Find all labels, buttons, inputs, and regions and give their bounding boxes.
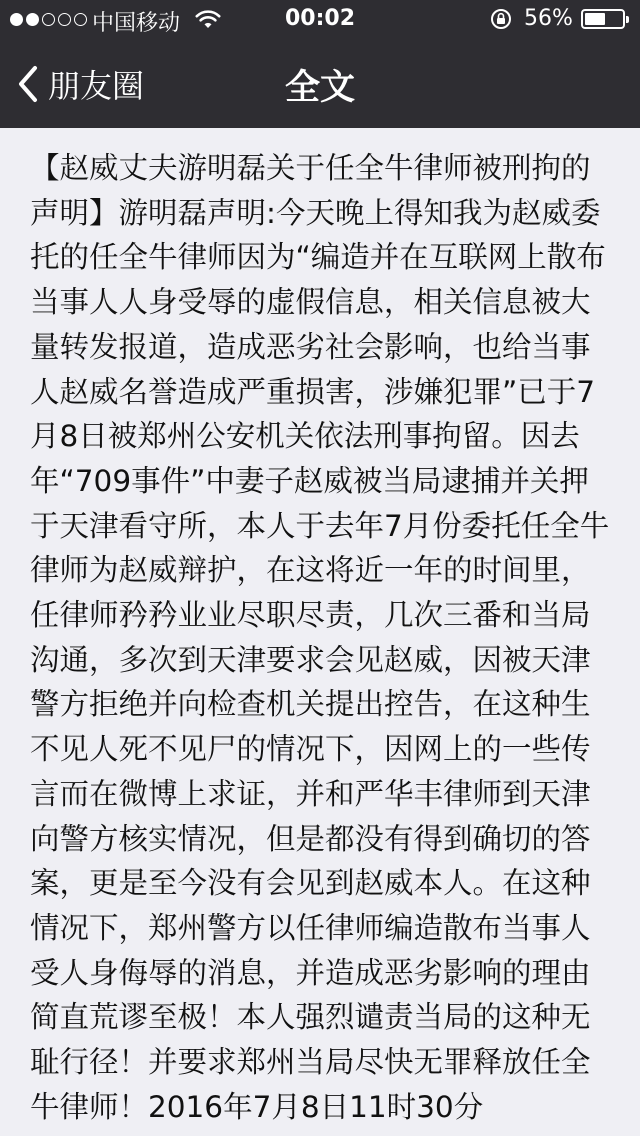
battery-percentage: 56% [524,6,573,31]
article-container [30,146,616,1129]
status-bar [0,0,640,40]
battery-level-fill [585,13,605,25]
orientation-lock-icon [490,8,512,30]
article-text: 【赵威丈夫游明磊关于任全牛律师被刑拘的声明】游明磊声明:今天晚上得知我为赵威委托的任全牛律师因为“编造并在互联网上散布当事人人身受辱的虚假信息，相关信息被大量转发报道，造成恶劣社会影响，也给当事人赵威名誉造成严重损害，涉嫌犯罪”已于7月8日被郑州公安机关依法刑事拘留。因去年“709事件”中妻子赵威被当局逮捕并关押于天津看守所，本人于去年7月份委托任全牛律师为赵威辩护，在这将近一年的时间里，任律师矜矜业业尽职尽责，几次三番和当局沟通，多次到天津要求会见赵威，因被天津警方拒绝并向检查机关提出控告，在这种生不见人死不见尸的情况下，因网上的一些传言而在微博上求证，并和严华丰律师到天津向警方核实情况，但是都没有得到确切的答案，更是至今没有会见到赵威本人。在这种情况下，郑州警方以任律师编造散布当事人受人身侮辱的消息，并造成恶劣影响的理由简直荒谬至极！本人强烈谴责当局的这种无耻行径！并要求郑州当局尽快无罪释放任全牛律师！2016年7月8日11时30分 [30,151,610,1124]
carrier-name: 中国移动 [92,11,181,36]
top-bar [0,0,640,128]
battery-icon [581,9,625,29]
back-button-label: 朋友圈 [48,67,145,105]
page-title: 全文 [284,68,355,108]
status-time: 00:02 [284,6,356,31]
battery-tip [626,16,629,23]
